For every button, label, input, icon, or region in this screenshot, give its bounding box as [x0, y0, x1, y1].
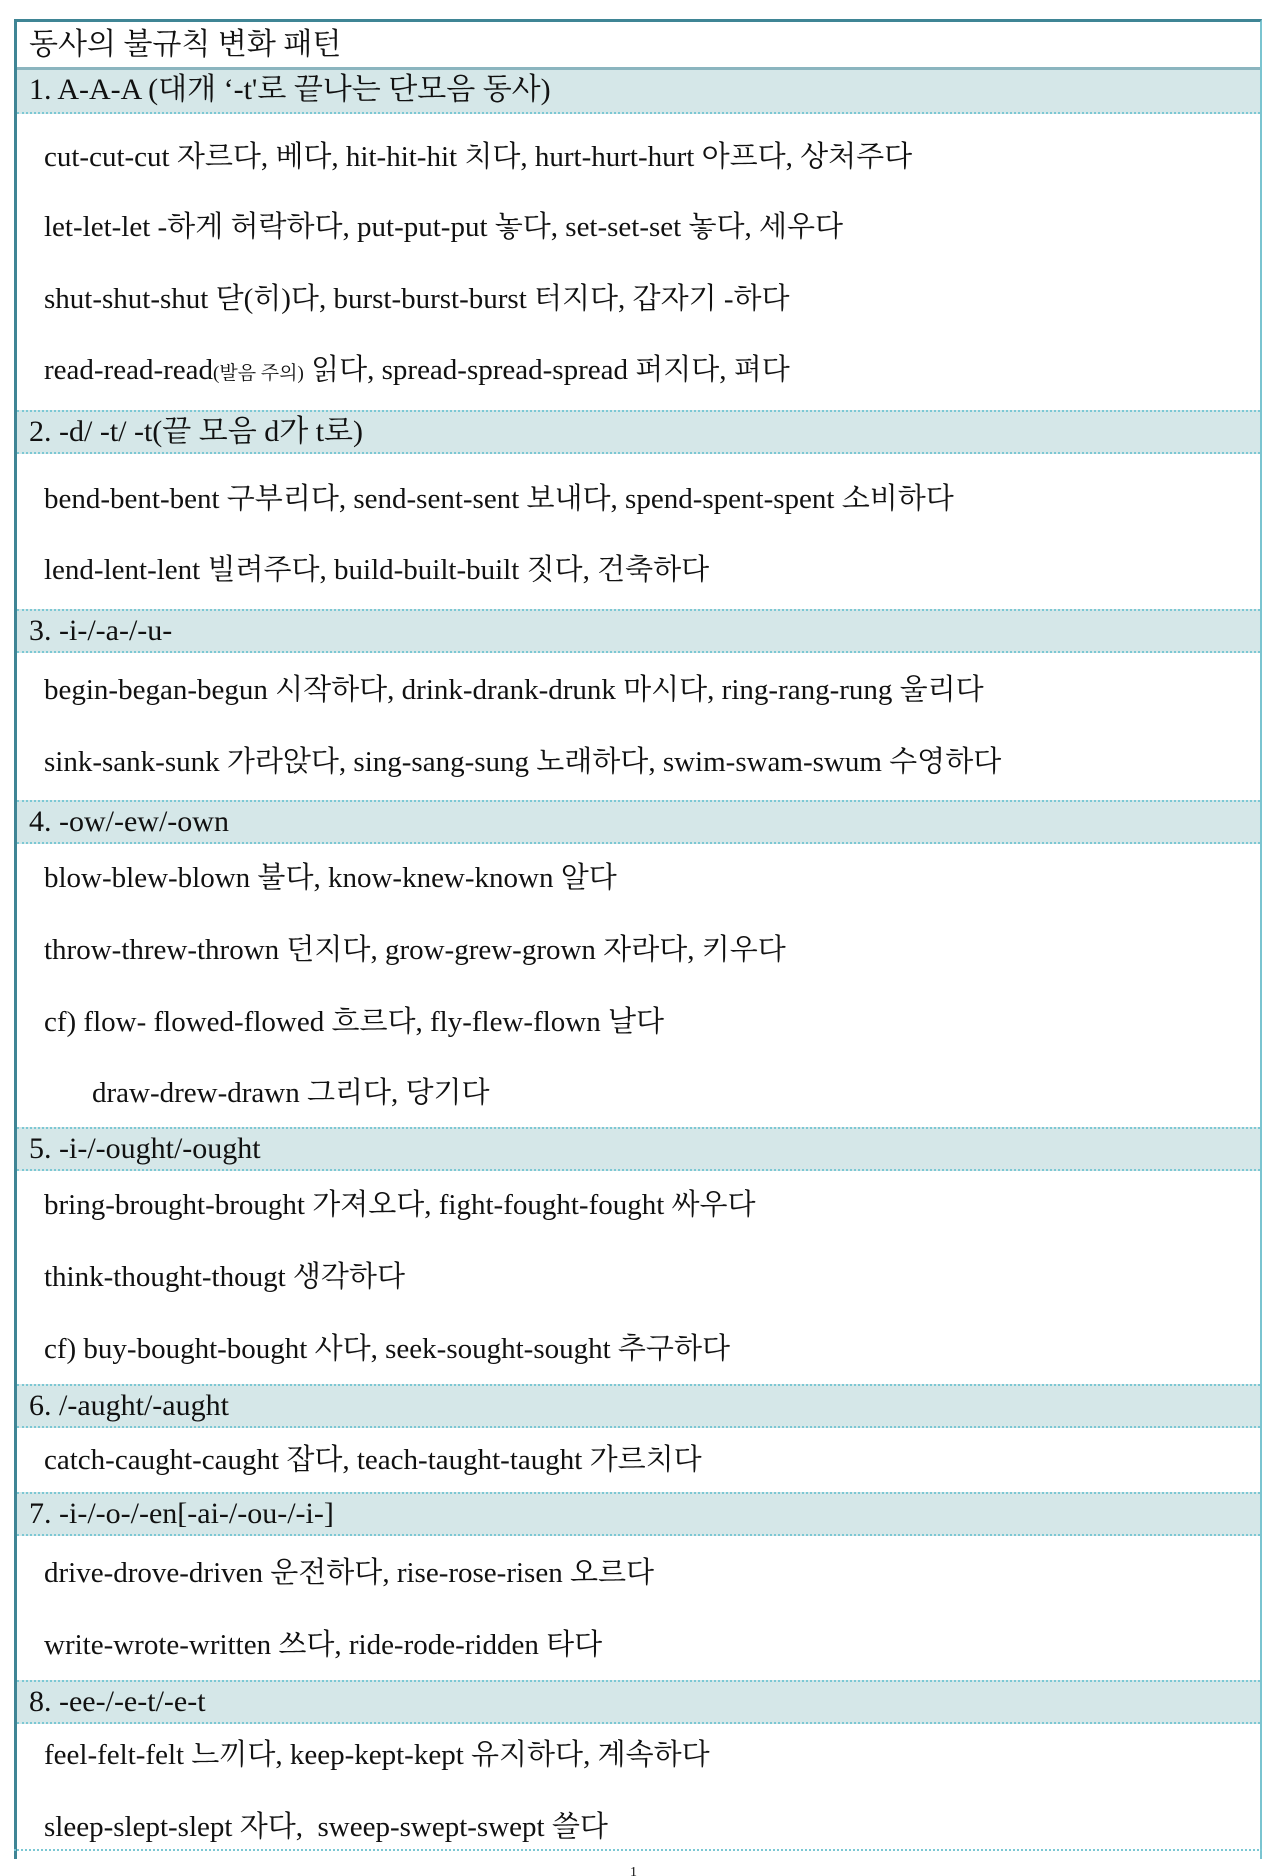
verb-line: drive-drove-driven 운전하다, rise-rose-risen 오르다	[44, 1557, 654, 1589]
section-header-3: 3. -i-/-a-/-u-	[17, 609, 1260, 653]
pronunciation-note: (발음 주의)	[213, 363, 304, 384]
verb-line: sink-sank-sunk 가라앉다, sing-sang-sung 노래하다, swim-swam-swum 수영하다	[44, 746, 1002, 778]
verb-line: begin-began-begun 시작하다, drink-drank-drunk 마시다, ring-rang-rung 울리다	[44, 674, 984, 706]
verb-line: cf) buy-bought-bought 사다, seek-sought-sought 추구하다	[44, 1333, 730, 1365]
verb-line: catch-caught-caught 잡다, teach-taught-taught 가르치다	[44, 1444, 702, 1476]
section-header-5: 5. -i-/-ought/-ought	[17, 1127, 1260, 1171]
section-header-4: 4. -ow/-ew/-own	[17, 800, 1260, 844]
verb-line: draw-drew-drawn 그리다, 당기다	[92, 1077, 490, 1109]
page-number: 1	[630, 1866, 637, 1876]
verb-line: bend-bent-bent 구부리다, send-sent-sent 보내다, spend-spent-spent 소비하다	[44, 483, 954, 515]
verb-line: think-thought-thougt 생각하다	[44, 1261, 405, 1293]
verb-line: sleep-slept-slept 자다, sweep-swept-swept 쓸다	[44, 1811, 608, 1843]
verb-meaning: 읽다, spread-spread-spread 퍼지다, 펴다	[303, 354, 790, 386]
section-header-8: 8. -ee-/-e-t/-e-t	[17, 1680, 1260, 1724]
verb-line	[44, 352, 790, 392]
verb-line: throw-threw-thrown 던지다, grow-grew-grown 자라다, 키우다	[44, 934, 786, 966]
verb-line: let-let-let -하게 허락하다, put-put-put 놓다, set-set-set 놓다, 세우다	[44, 211, 844, 243]
section-header-6: 6. /-aught/-aught	[17, 1384, 1260, 1428]
verb-line: lend-lent-lent 빌려주다, build-built-built 짓다, 건축하다	[44, 554, 710, 586]
verb-line: cut-cut-cut 자르다, 베다, hit-hit-hit 치다, hurt-hurt-hurt 아프다, 상처주다	[44, 141, 913, 173]
verb-line: write-wrote-written 쓰다, ride-rode-ridden 타다	[44, 1629, 603, 1661]
verb-line: bring-brought-brought 가져오다, fight-fought-fought 싸우다	[44, 1189, 756, 1221]
section-header-7: 7. -i-/-o-/-en[-ai-/-ou-/-i-]	[17, 1492, 1260, 1536]
verb-line: feel-felt-felt 느끼다, keep-kept-kept 유지하다, 계속하다	[44, 1739, 710, 1771]
bottom-dotted-rule	[14, 1849, 1262, 1851]
verb-line: cf) flow- flowed-flowed 흐르다, fly-flew-flown 날다	[44, 1006, 665, 1038]
section-header-2: 2. -d/ -t/ -t(끝 모음 d가 t로)	[17, 410, 1260, 454]
verb-line: shut-shut-shut 닫(히)다, burst-burst-burst 터지다, 갑자기 -하다	[44, 283, 790, 315]
verb-line: blow-blew-blown 불다, know-knew-known 알다	[44, 862, 617, 894]
document-title: 동사의 불규칙 변화 패턴	[17, 22, 1260, 70]
section-header-1: 1. A-A-A (대개 ‘-t'로 끝나는 단모음 동사)	[17, 70, 1260, 114]
verb-forms: read-read-read	[44, 354, 214, 386]
